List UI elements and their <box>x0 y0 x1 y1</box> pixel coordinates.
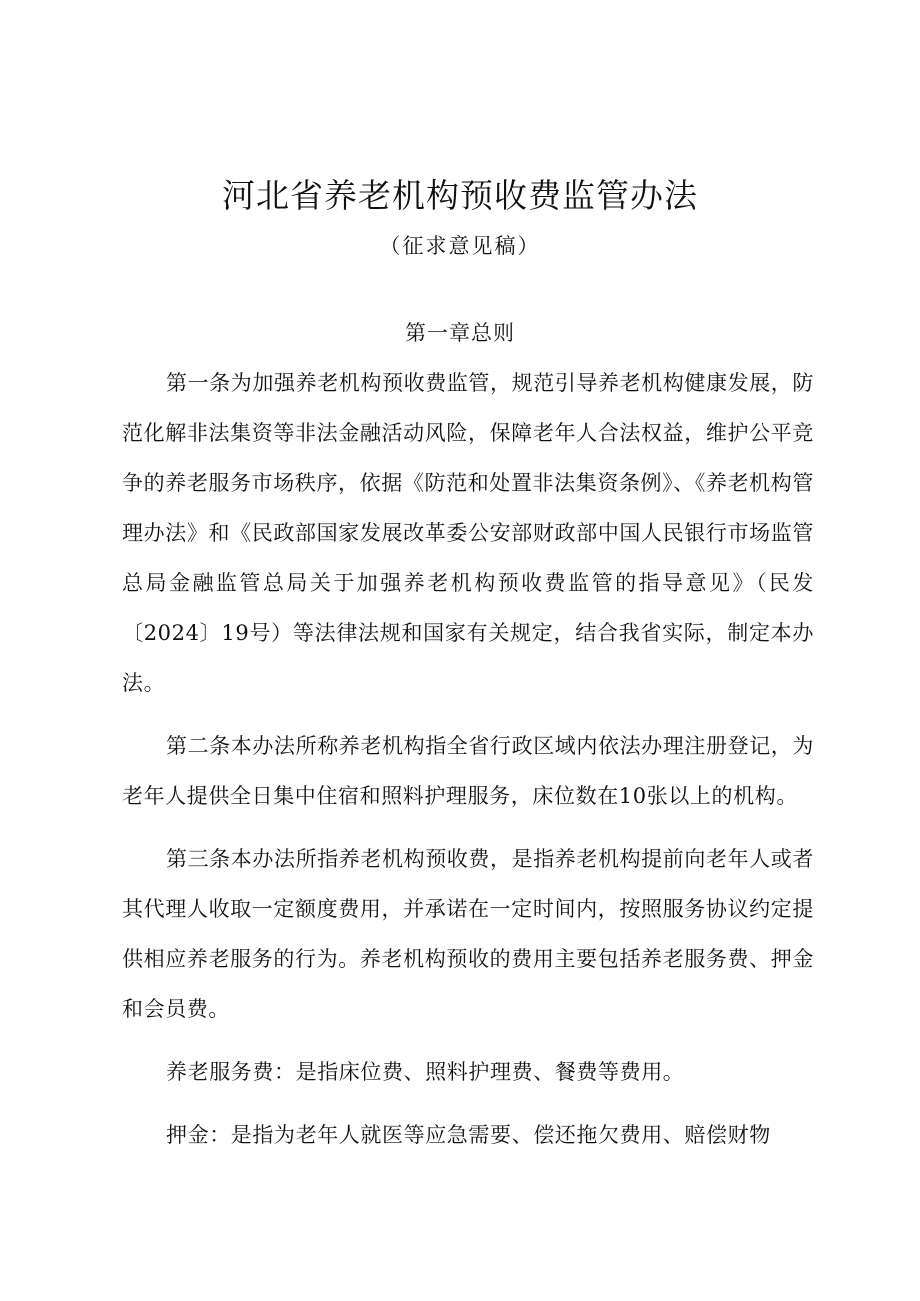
document-body <box>122 358 814 1173</box>
article-2-paragraph: 第二条本办法所称养老机构指全省行政区域内依法办理注册登记，为老年人提供全日集中住宿和照料护理服务，床位数在10张以上的机构。 <box>122 734 814 808</box>
article-1-paragraph: 第一条为加强养老机构预收费监管，规范引导养老机构健康发展，防范化解非法集资等非法金融活动风险，保障老年人合法权益，维护公平竞争的养老服务市场秩序，依据《防范和处置非法集资条例》、《养老机构管理办法》和《民政部国家发展改革委公安部财政部中国人民银行市场监管总局金融监管总局关于加强养老机构预收费监管的指导意见》（民发〔2024〕19号）等法律法规和国家有关规定，结合我省实际，制定本办法。 <box>122 371 814 695</box>
article-3-paragraph: 第三条本办法所指养老机构预收费，是指养老机构提前向老年人或者其代理人收取一定额度费用，并承诺在一定时间内，按照服务协议约定提供相应养老服务的行为。养老机构预收的费用主要包括养老服务费、押金和会员费。 <box>122 847 814 1021</box>
document-subtitle: （征求意见稿） <box>379 234 541 258</box>
service-fee-definition: 养老服务费：是指床位费、照料护理费、餐费等费用。 <box>166 1060 685 1084</box>
chapter-heading: 第一章总则 <box>405 321 515 345</box>
document-title: 河北省养老机构预收费监管办法 <box>222 176 698 215</box>
deposit-definition: 押金：是指为老年人就医等应急需要、偿还拖欠费用、赔偿财物 <box>166 1123 771 1147</box>
